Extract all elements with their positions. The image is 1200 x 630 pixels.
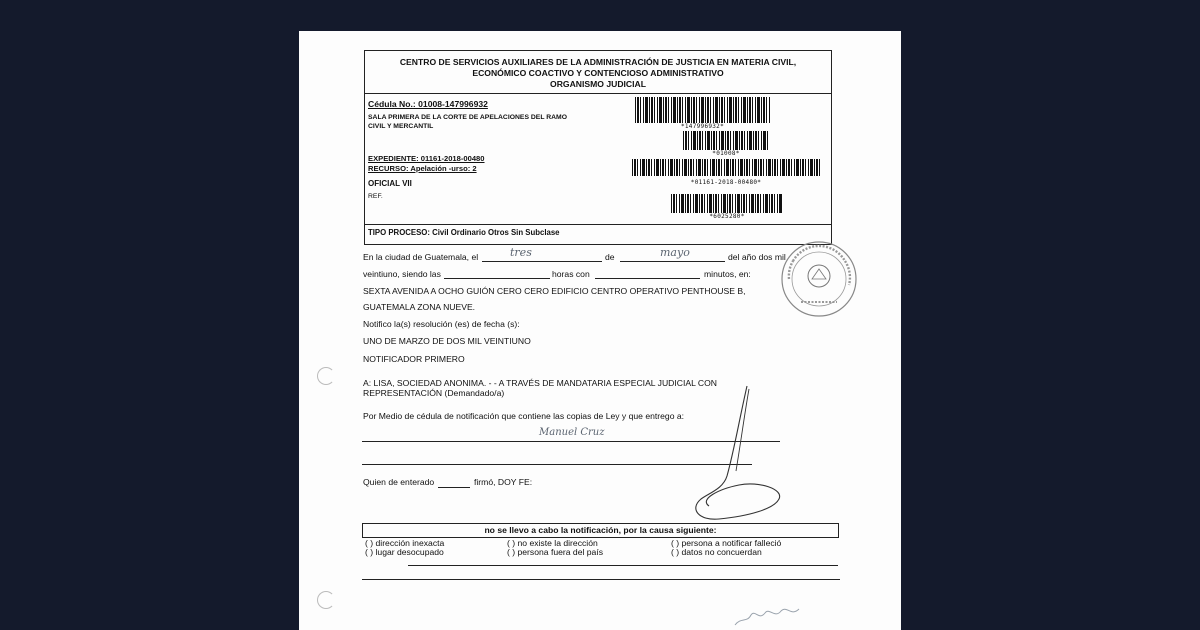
margin-scribble — [729, 601, 819, 630]
quien-enterado: Quien de enterado — [363, 477, 435, 487]
notificador: NOTIFICADOR PRIMERO — [363, 354, 465, 364]
signature-blank — [438, 487, 470, 488]
cedula-number: Cédula No.: 01008-147996932 — [368, 99, 488, 109]
causes-header-box — [362, 523, 839, 538]
time-prefix: veintiuno, siendo las — [363, 269, 441, 279]
cause-no-existe: ( ) no existe la dirección — [507, 538, 598, 548]
handwritten-recipient: Manuel Cruz — [539, 427, 605, 438]
minutes-blank — [595, 278, 700, 279]
cause-notes-line — [408, 565, 838, 566]
sala-line-1: SALA PRIMERA DE LA CORTE DE APELACIONES DEL RAMO — [368, 114, 568, 121]
year-text: del año dos mil — [728, 252, 786, 262]
expediente-number: EXPEDIENTE: 01161-2018-00480 — [368, 154, 485, 163]
month-blank — [620, 261, 725, 262]
barcode-4-number: *6025280* — [709, 213, 745, 220]
punch-hole — [317, 367, 335, 385]
por-medio-label: Por Medio de cédula de notificación que contiene las copias de Ley y que entrego a: — [363, 411, 685, 421]
tipo-proceso: TIPO PROCESO: Civil Ordinario Otros Sin Subclase — [368, 228, 560, 237]
document-header-box — [364, 50, 832, 245]
recipient-line-2: REPRESENTACIÓN (Demandado/a) — [363, 388, 505, 398]
cause-desocupado: ( ) lugar desocupado — [365, 547, 444, 557]
address-line-2: GUATEMALA ZONA NUEVE. — [363, 302, 476, 312]
punch-hole — [317, 591, 335, 609]
cause-direccion-inexacta: ( ) dirección inexacta — [365, 538, 445, 548]
day-blank — [482, 261, 602, 262]
ref-label: REF. — [368, 193, 383, 200]
recurso-label: RECURSO: Apelación -urso: 2 — [368, 164, 477, 173]
header-foot-divider — [365, 224, 831, 225]
causes-title: no se llevo a cabo la notificación, por la causa siguiente: — [484, 525, 717, 535]
sala-line-2: CIVIL Y MERCANTIL — [368, 123, 434, 130]
signature-scribble — [679, 381, 799, 531]
de-word: de — [605, 252, 615, 262]
barcode-1 — [635, 97, 770, 123]
cause-datos: ( ) datos no concuerdan — [671, 547, 762, 557]
header-divider — [365, 93, 831, 94]
cause-notes-line-2 — [362, 579, 840, 580]
address-line-1: SEXTA AVENIDA A OCHO GUIÓN CERO CERO EDIFICIO CENTRO OPERATIVO PENTHOUSE B, — [363, 286, 746, 296]
barcode-2 — [683, 131, 769, 150]
barcode-3-number: *01161-2018-00480* — [690, 179, 762, 186]
oficial-label: OFICIAL VII — [368, 179, 412, 188]
recipient-line-1: A: LISA, SOCIEDAD ANONIMA. - - A TRAVÉS DE MANDATARIA ESPECIAL JUDICIAL CON — [363, 378, 718, 388]
city-prefix: En la ciudad de Guatemala, el — [363, 252, 479, 262]
notifico-label: Notifico la(s) resolución (es) de fecha (s): — [363, 319, 520, 329]
barcode-1-number: *147996932* — [680, 123, 725, 130]
cause-fuera-pais: ( ) persona fuera del país — [507, 547, 604, 557]
header-title: CENTRO DE SERVICIOS AUXILIARES DE LA ADMINISTRACIÓN DE JUSTICIA EN MATERIA CIVIL, ECONÓMICO COACTIVO Y CONTENCIOSO ADMINISTRATIVO ORGANISMO JUDICIAL — [399, 57, 797, 89]
handwritten-day: tres — [510, 246, 532, 259]
handwritten-month: mayo — [660, 246, 690, 259]
barcode-4 — [671, 194, 783, 213]
resolution-date: UNO DE MARZO DE DOS MIL VEINTIUNO — [363, 336, 531, 346]
barcode-2-number: *01008* — [712, 150, 740, 157]
horas-con: horas con — [552, 269, 590, 279]
cause-fallecio: ( ) persona a notificar falleció — [671, 538, 782, 548]
official-seal — [779, 239, 859, 319]
barcode-3 — [632, 159, 820, 176]
firmo-doy-fe: firmó, DOY FE: — [474, 477, 533, 487]
notification-document — [299, 31, 901, 630]
hours-blank — [444, 278, 550, 279]
minutos-en: minutos, en: — [704, 269, 751, 279]
